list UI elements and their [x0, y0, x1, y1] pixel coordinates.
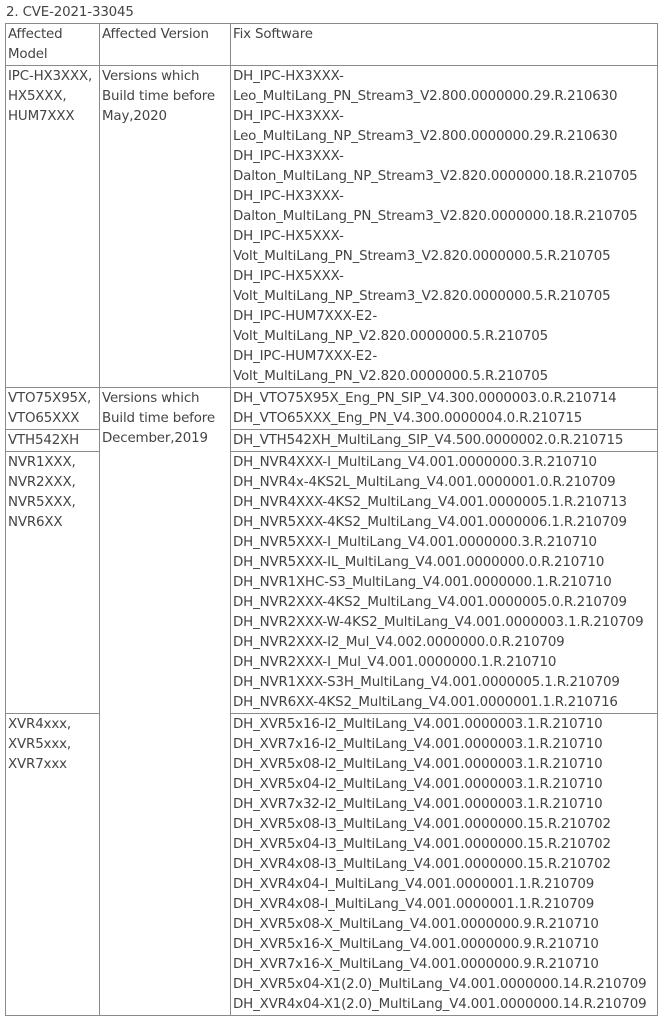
model-cell-xvr-line: XVR5xxx, — [8, 737, 71, 752]
fix-cell-ipc-line: DH_IPC-HX5XXX- — [233, 269, 344, 284]
fix-cell-ipc-line: Leo_MultiLang_NP_Stream3_V2.800.0000000.29.R.210630 — [233, 129, 618, 144]
fix-cell-ipc-line: DH_IPC-HX3XXX- — [233, 69, 344, 84]
fix-cell-ipc-line: DH_IPC-HX5XXX- — [233, 229, 344, 244]
fix-cell-vto — [231, 388, 658, 430]
table-row-ipc — [6, 66, 658, 388]
fix-cell-xvr-line: DH_XVR4x08-I_MultiLang_V4.001.0000001.1.R.210709 — [233, 897, 595, 912]
header-fix-software-line: Fix Software — [233, 27, 313, 42]
section-heading: 2. CVE-2021-33045 — [6, 5, 134, 20]
header-fix-software — [231, 24, 658, 66]
fix-cell-nvr-line: DH_NVR5XXX-I_MultiLang_V4.001.0000000.3.R.210710 — [233, 535, 597, 550]
fix-cell-ipc-line: DH_IPC-HX3XXX- — [233, 189, 344, 204]
header-affected-version-line: Affected Version — [102, 27, 209, 42]
fix-cell-xvr-line: DH_XVR7x16-I2_MultiLang_V4.001.0000003.1.R.210710 — [233, 737, 603, 752]
version-cell-december-2019 — [100, 388, 231, 1016]
version-cell-may-2020-line: May,2020 — [102, 109, 167, 124]
fix-cell-xvr-line: DH_XVR5x04-I3_MultiLang_V4.001.0000000.15.R.210702 — [233, 837, 611, 852]
fix-cell-xvr-line: DH_XVR7x16-X_MultiLang_V4.001.0000000.9.R.210710 — [233, 957, 599, 972]
fix-cell-nvr-line: DH_NVR4XXX-4KS2_MultiLang_V4.001.0000005.1.R.210713 — [233, 495, 627, 510]
fix-cell-nvr — [231, 452, 658, 714]
fix-cell-vto-line: DH_VTO75X95X_Eng_PN_SIP_V4.300.0000003.0.R.210714 — [233, 391, 617, 406]
fix-cell-nvr-line: DH_NVR1XHC-S3_MultiLang_V4.001.0000000.1.R.210710 — [233, 575, 612, 590]
fix-cell-vto-line: DH_VTO65XXX_Eng_PN_V4.300.0000004.0.R.210715 — [233, 411, 583, 426]
table-row-vto — [6, 388, 658, 430]
fix-cell-xvr — [231, 714, 658, 1016]
fix-cell-ipc-line: DH_IPC-HUM7XXX-E2- — [233, 349, 378, 364]
fix-cell-ipc-line: Dalton_MultiLang_PN_Stream3_V2.820.0000000.18.R.210705 — [233, 209, 638, 224]
model-cell-xvr-line: XVR4xxx, — [8, 717, 71, 732]
model-cell-vto-line: VTO65XXX — [8, 411, 80, 426]
model-cell-ipc-line: HUM7XXX — [8, 109, 75, 124]
fix-cell-xvr-line: DH_XVR7x32-I2_MultiLang_V4.001.0000003.1.R.210710 — [233, 797, 603, 812]
fix-cell-nvr-line: DH_NVR2XXX-4KS2_MultiLang_V4.001.0000005.0.R.210709 — [233, 595, 627, 610]
fix-cell-nvr-line: DH_NVR2XXX-I_Mul_V4.001.0000000.1.R.210710 — [233, 655, 557, 670]
model-cell-xvr-line: XVR7xxx — [8, 757, 67, 772]
fix-cell-vth — [231, 430, 658, 452]
model-cell-vto-line: VTO75X95X, — [8, 391, 92, 406]
model-cell-nvr-line: NVR5XXX, — [8, 495, 76, 510]
fix-cell-ipc — [231, 66, 658, 388]
fix-cell-ipc-line: DH_IPC-HX3XXX- — [233, 109, 344, 124]
header-affected-model-line: Model — [8, 47, 48, 62]
fix-cell-ipc-line: Volt_MultiLang_NP_V2.820.0000000.5.R.210705 — [233, 329, 549, 344]
fix-cell-xvr-line: DH_XVR5x08-I2_MultiLang_V4.001.0000003.1.R.210710 — [233, 757, 603, 772]
fix-cell-xvr-line: DH_XVR4x04-X1(2.0)_MultiLang_V4.001.0000000.14.R.210709 — [233, 997, 647, 1012]
fix-cell-xvr-line: DH_XVR4x08-I3_MultiLang_V4.001.0000000.15.R.210702 — [233, 857, 611, 872]
fix-cell-xvr-line: DH_XVR5x16-X_MultiLang_V4.001.0000000.9.R.210710 — [233, 937, 599, 952]
model-cell-vth-line: VTH542XH — [8, 433, 80, 448]
model-cell-vth — [6, 430, 100, 452]
version-cell-december-2019-line: Versions which — [102, 391, 200, 406]
fix-cell-xvr-line: DH_XVR5x08-I3_MultiLang_V4.001.0000000.15.R.210702 — [233, 817, 611, 832]
fix-cell-xvr-line: DH_XVR5x08-X_MultiLang_V4.001.0000000.9.R.210710 — [233, 917, 599, 932]
fix-cell-nvr-line: DH_NVR6XX-4KS2_MultiLang_V4.001.0000001.1.R.210716 — [233, 695, 618, 710]
fix-cell-ipc-line: DH_IPC-HX3XXX- — [233, 149, 344, 164]
fix-cell-nvr-line: DH_NVR2XXX-I2_Mul_V4.002.0000000.0.R.210709 — [233, 635, 565, 650]
fix-cell-ipc-line: Dalton_MultiLang_NP_Stream3_V2.820.0000000.18.R.210705 — [233, 169, 638, 184]
fix-cell-nvr-line: DH_NVR5XXX-4KS2_MultiLang_V4.001.0000006.1.R.210709 — [233, 515, 627, 530]
version-cell-december-2019-line: Build time before — [102, 411, 215, 426]
fix-cell-nvr-line: DH_NVR5XXX-IL_MultiLang_V4.001.0000000.0.R.210710 — [233, 555, 605, 570]
model-cell-xvr — [6, 714, 100, 1016]
fix-cell-xvr-line: DH_XVR4x04-I_MultiLang_V4.001.0000001.1.R.210709 — [233, 877, 595, 892]
header-affected-version — [100, 24, 231, 66]
fix-cell-vth-line: DH_VTH542XH_MultiLang_SIP_V4.500.0000002.0.R.210715 — [233, 433, 624, 448]
model-cell-nvr-line: NVR2XXX, — [8, 475, 76, 490]
header-affected-model-line: Affected — [8, 27, 63, 42]
fix-cell-nvr-line: DH_NVR4x-4KS2L_MultiLang_V4.001.0000001.0.R.210709 — [233, 475, 616, 490]
fix-cell-ipc-line: Volt_MultiLang_NP_Stream3_V2.820.0000000.5.R.210705 — [233, 289, 611, 304]
fix-cell-ipc-line: Leo_MultiLang_PN_Stream3_V2.800.0000000.29.R.210630 — [233, 89, 618, 104]
fix-cell-nvr-line: DH_NVR1XXX-S3H_MultiLang_V4.001.0000005.1.R.210709 — [233, 675, 620, 690]
fix-cell-nvr-line: DH_NVR2XXX-W-4KS2_MultiLang_V4.001.0000003.1.R.210709 — [233, 615, 644, 630]
fix-cell-nvr-line: DH_NVR4XXX-I_MultiLang_V4.001.0000000.3.R.210710 — [233, 455, 597, 470]
version-cell-may-2020-line: Build time before — [102, 89, 215, 104]
fix-cell-xvr-line: DH_XVR5x16-I2_MultiLang_V4.001.0000003.1.R.210710 — [233, 717, 603, 732]
model-cell-nvr-line: NVR6XX — [8, 515, 63, 530]
fix-cell-ipc-line: Volt_MultiLang_PN_Stream3_V2.820.0000000.5.R.210705 — [233, 249, 611, 264]
table-header-row — [6, 24, 658, 66]
fix-cell-xvr-line: DH_XVR5x04-I2_MultiLang_V4.001.0000003.1.R.210710 — [233, 777, 603, 792]
cve-affected-products-table — [5, 23, 658, 1016]
model-cell-nvr — [6, 452, 100, 714]
model-cell-ipc — [6, 66, 100, 388]
header-affected-model — [6, 24, 100, 66]
model-cell-ipc-line: HX5XXX, — [8, 89, 67, 104]
fix-cell-xvr-line: DH_XVR5x04-X1(2.0)_MultiLang_V4.001.0000000.14.R.210709 — [233, 977, 647, 992]
model-cell-ipc-line: IPC-HX3XXX, — [8, 69, 93, 84]
version-cell-may-2020-line: Versions which — [102, 69, 200, 84]
fix-cell-ipc-line: Volt_MultiLang_PN_V2.820.0000000.5.R.210705 — [233, 369, 549, 384]
fix-cell-ipc-line: DH_IPC-HUM7XXX-E2- — [233, 309, 378, 324]
version-cell-may-2020 — [100, 66, 231, 388]
model-cell-nvr-line: NVR1XXX, — [8, 455, 76, 470]
version-cell-december-2019-line: December,2019 — [102, 431, 208, 446]
model-cell-vto — [6, 388, 100, 430]
